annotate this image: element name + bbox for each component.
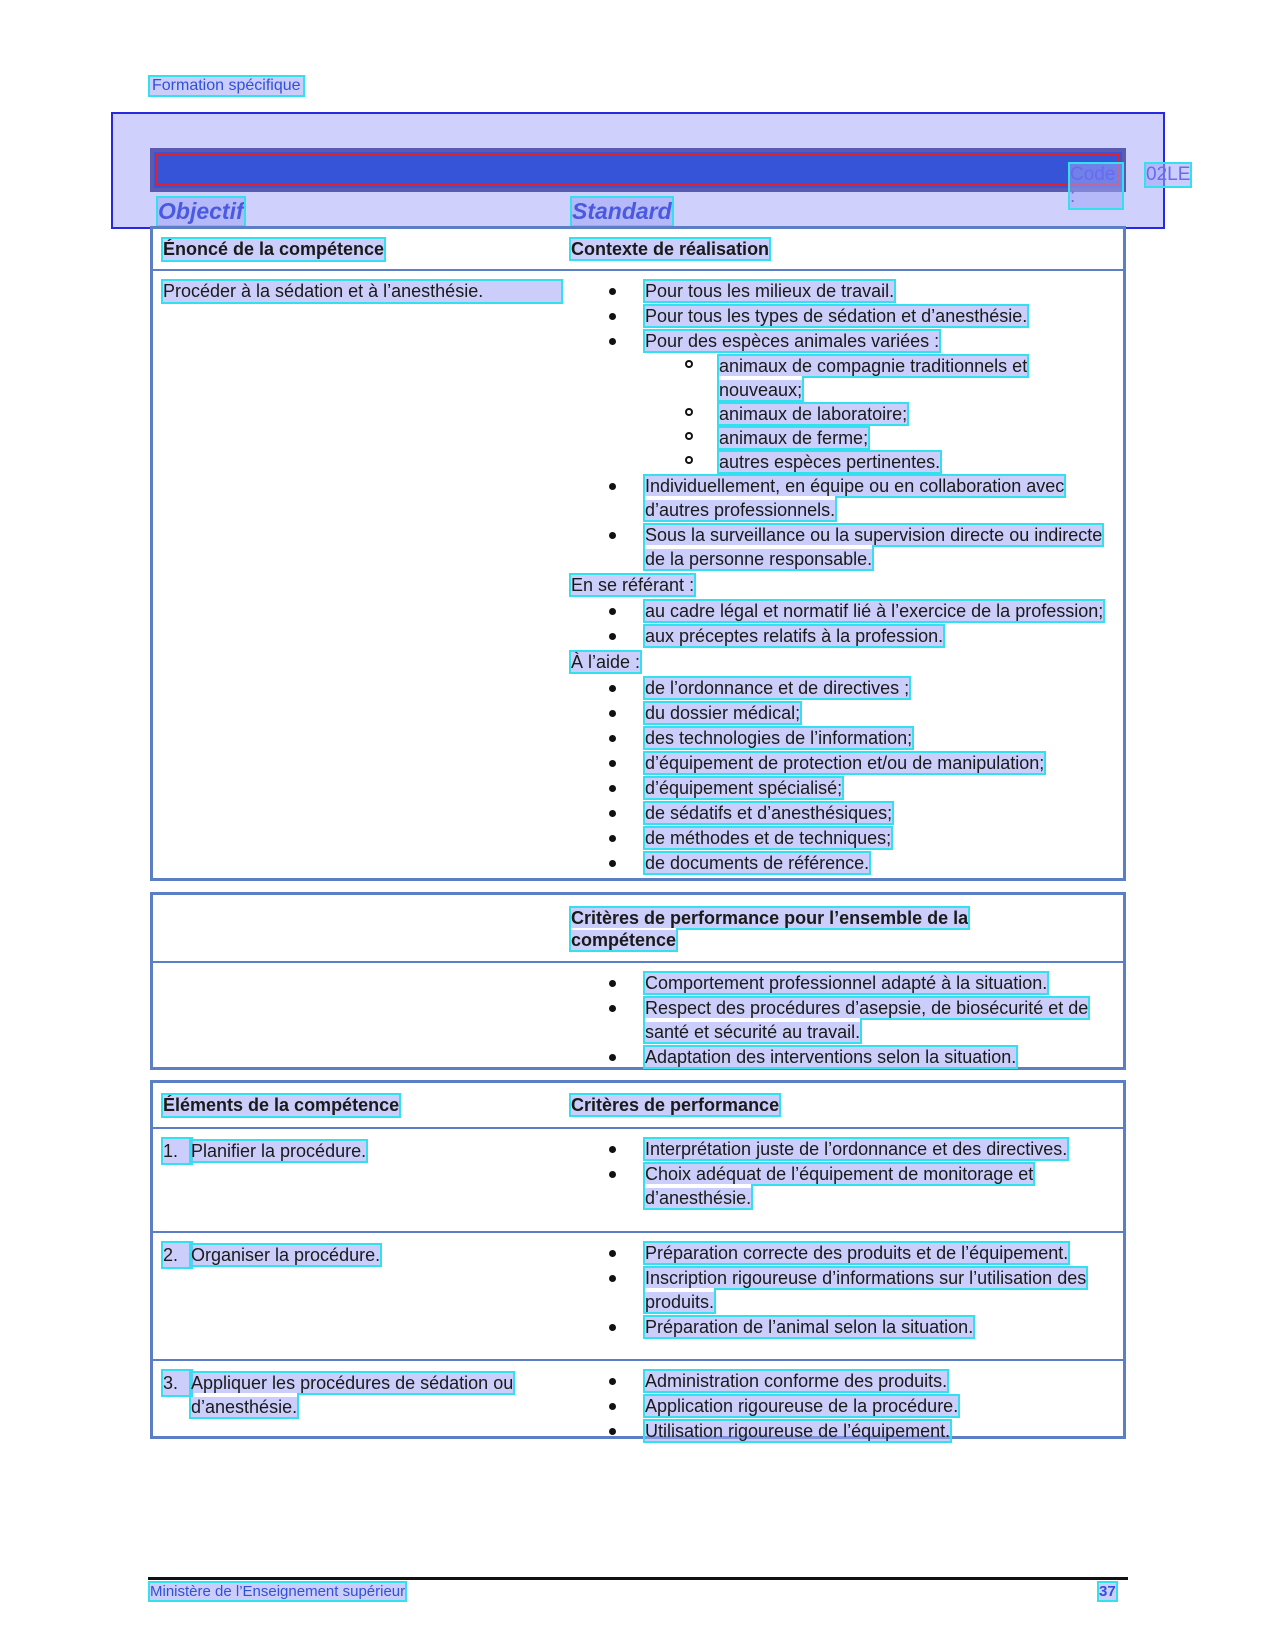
global-criteria-header-row xyxy=(153,895,1123,963)
contexte-header: Contexte de réalisation xyxy=(571,239,770,259)
global-criteria-header: Critères de performance pour l’ensemble de la compétence xyxy=(571,908,969,950)
aide-list xyxy=(571,676,1111,875)
aide-item: des technologies de l’information; xyxy=(571,726,1111,750)
bullet-icon xyxy=(609,1146,616,1153)
global-criteria-item: Comportement professionnel adapté à la situation. xyxy=(571,971,1111,995)
circle-bullet-icon xyxy=(685,408,693,416)
elements-table-header xyxy=(153,1083,1123,1129)
contexte-item: Pour tous les types de sédation et d’anesthésie. xyxy=(571,304,1111,328)
referant-item: aux préceptes relatifs à la profession. xyxy=(571,624,1111,648)
circle-bullet-icon xyxy=(685,432,693,440)
bullet-icon xyxy=(609,1054,616,1061)
aide-intro: À l’aide : xyxy=(571,652,641,672)
elements-header: Éléments de la compétence xyxy=(163,1095,400,1115)
espece-item: animaux de laboratoire; xyxy=(571,402,1111,426)
element-row xyxy=(153,1361,1123,1441)
bullet-icon xyxy=(609,735,616,742)
code-bar-frame xyxy=(156,154,1120,186)
bullet-icon xyxy=(609,1324,616,1331)
global-criteria-table xyxy=(150,892,1126,1070)
bullet-icon xyxy=(609,760,616,767)
code-bar xyxy=(150,148,1191,207)
criteria-item: Préparation correcte des produits et de l’équipement. xyxy=(571,1241,1111,1265)
criteria-item: Préparation de l’animal selon la situation. xyxy=(571,1315,1111,1339)
bullet-icon xyxy=(609,313,616,320)
aide-item: de l’ordonnance et de directives ; xyxy=(571,676,1111,700)
especes-list xyxy=(571,354,1111,474)
criteria-item: Application rigoureuse de la procédure. xyxy=(571,1394,1111,1418)
footer-ministry: Ministère de l’Enseignement supérieur xyxy=(150,1583,406,1600)
aide-item: d’équipement spécialisé; xyxy=(571,776,1111,800)
circle-bullet-icon xyxy=(685,456,693,464)
bullet-icon xyxy=(609,608,616,615)
bullet-icon xyxy=(609,810,616,817)
element-criteria xyxy=(571,1369,1111,1444)
competence-table xyxy=(150,226,1126,881)
referant-item: au cadre légal et normatif lié à l’exercice de la profession; xyxy=(571,599,1111,623)
bullet-icon xyxy=(609,1428,616,1435)
bullet-icon xyxy=(609,1171,616,1178)
element-label: 1. Planifier la procédure. xyxy=(163,1141,367,1161)
contexte-item: Individuellement, en équipe ou en collaboration avec d’autres professionnels. xyxy=(571,474,1111,522)
footer-rule xyxy=(148,1577,1128,1580)
bullet-icon xyxy=(609,483,616,490)
contexte-list-2 xyxy=(571,474,1111,571)
criteria-header: Critères de performance xyxy=(571,1095,780,1115)
criteria-item: Inscription rigoureuse d’informations sur l’utilisation des produits. xyxy=(571,1266,1111,1314)
contexte-cell xyxy=(571,279,1111,876)
referant-list xyxy=(571,599,1111,648)
global-criteria-item: Adaptation des interventions selon la situation. xyxy=(571,1045,1111,1069)
bullet-icon xyxy=(609,338,616,345)
bullet-icon xyxy=(609,980,616,987)
element-criteria xyxy=(571,1137,1111,1211)
standard-heading: Standard xyxy=(572,198,672,224)
espece-item: animaux de ferme; xyxy=(571,426,1111,450)
aide-item: d’équipement de protection et/ou de manipulation; xyxy=(571,751,1111,775)
objectif-heading: Objectif xyxy=(158,198,244,224)
elements-body xyxy=(153,1129,1123,1441)
contexte-item: Pour tous les milieux de travail. xyxy=(571,279,1111,303)
bullet-icon xyxy=(609,860,616,867)
code-value: 02LE xyxy=(1146,164,1191,185)
espece-item: autres espèces pertinentes. xyxy=(571,450,1111,474)
contexte-item: Pour des espèces animales variées : xyxy=(571,329,1111,353)
bullet-icon xyxy=(609,1275,616,1282)
element-label: 3. Appliquer les procédures de sédation ou d’anesthésie. xyxy=(163,1373,514,1417)
bullet-icon xyxy=(609,1005,616,1012)
criteria-item: Choix adéquat de l’équipement de monitorage et d’anesthésie. xyxy=(571,1162,1111,1210)
bullet-icon xyxy=(609,1378,616,1385)
criteria-item: Interprétation juste de l’ordonnance et des directives. xyxy=(571,1137,1111,1161)
contexte-list xyxy=(571,279,1111,353)
code-label: Code : xyxy=(1070,164,1122,208)
element-row xyxy=(153,1233,1123,1361)
enonce-header: Énoncé de la compétence xyxy=(163,239,385,259)
bullet-icon xyxy=(609,710,616,717)
circle-bullet-icon xyxy=(685,360,693,368)
contexte-item: Sous la surveillance ou la supervision directe ou indirecte de la personne responsable. xyxy=(571,523,1111,571)
bullet-icon xyxy=(609,685,616,692)
espece-item: animaux de compagnie traditionnels et nouveaux; xyxy=(571,354,1111,402)
global-criteria-cell xyxy=(571,971,1111,1070)
competence-statement: Procéder à la sédation et à l’anesthésie. xyxy=(163,281,561,302)
bullet-icon xyxy=(609,1250,616,1257)
bullet-icon xyxy=(609,532,616,539)
aide-item: de méthodes et de techniques; xyxy=(571,826,1111,850)
elements-table xyxy=(150,1080,1126,1439)
criteria-item: Utilisation rigoureuse de l’équipement. xyxy=(571,1419,1111,1443)
bullet-icon xyxy=(609,785,616,792)
element-criteria xyxy=(571,1241,1111,1340)
aide-item: de documents de référence. xyxy=(571,851,1111,875)
aide-item: du dossier médical; xyxy=(571,701,1111,725)
referant-intro: En se référant : xyxy=(571,575,695,595)
page-number: 37 xyxy=(1099,1583,1116,1600)
bullet-icon xyxy=(609,1403,616,1410)
competence-table-header xyxy=(153,229,1123,271)
bullet-icon xyxy=(609,633,616,640)
aide-item: de sédatifs et d’anesthésiques; xyxy=(571,801,1111,825)
bullet-icon xyxy=(609,288,616,295)
element-row xyxy=(153,1129,1123,1233)
global-criteria-list xyxy=(571,971,1111,1069)
global-criteria-item: Respect des procédures d’asepsie, de biosécurité et de santé et sécurité au travail. xyxy=(571,996,1111,1044)
criteria-item: Administration conforme des produits. xyxy=(571,1369,1111,1393)
bullet-icon xyxy=(609,835,616,842)
element-label: 2. Organiser la procédure. xyxy=(163,1245,381,1265)
running-header: Formation spécifique xyxy=(152,77,301,94)
